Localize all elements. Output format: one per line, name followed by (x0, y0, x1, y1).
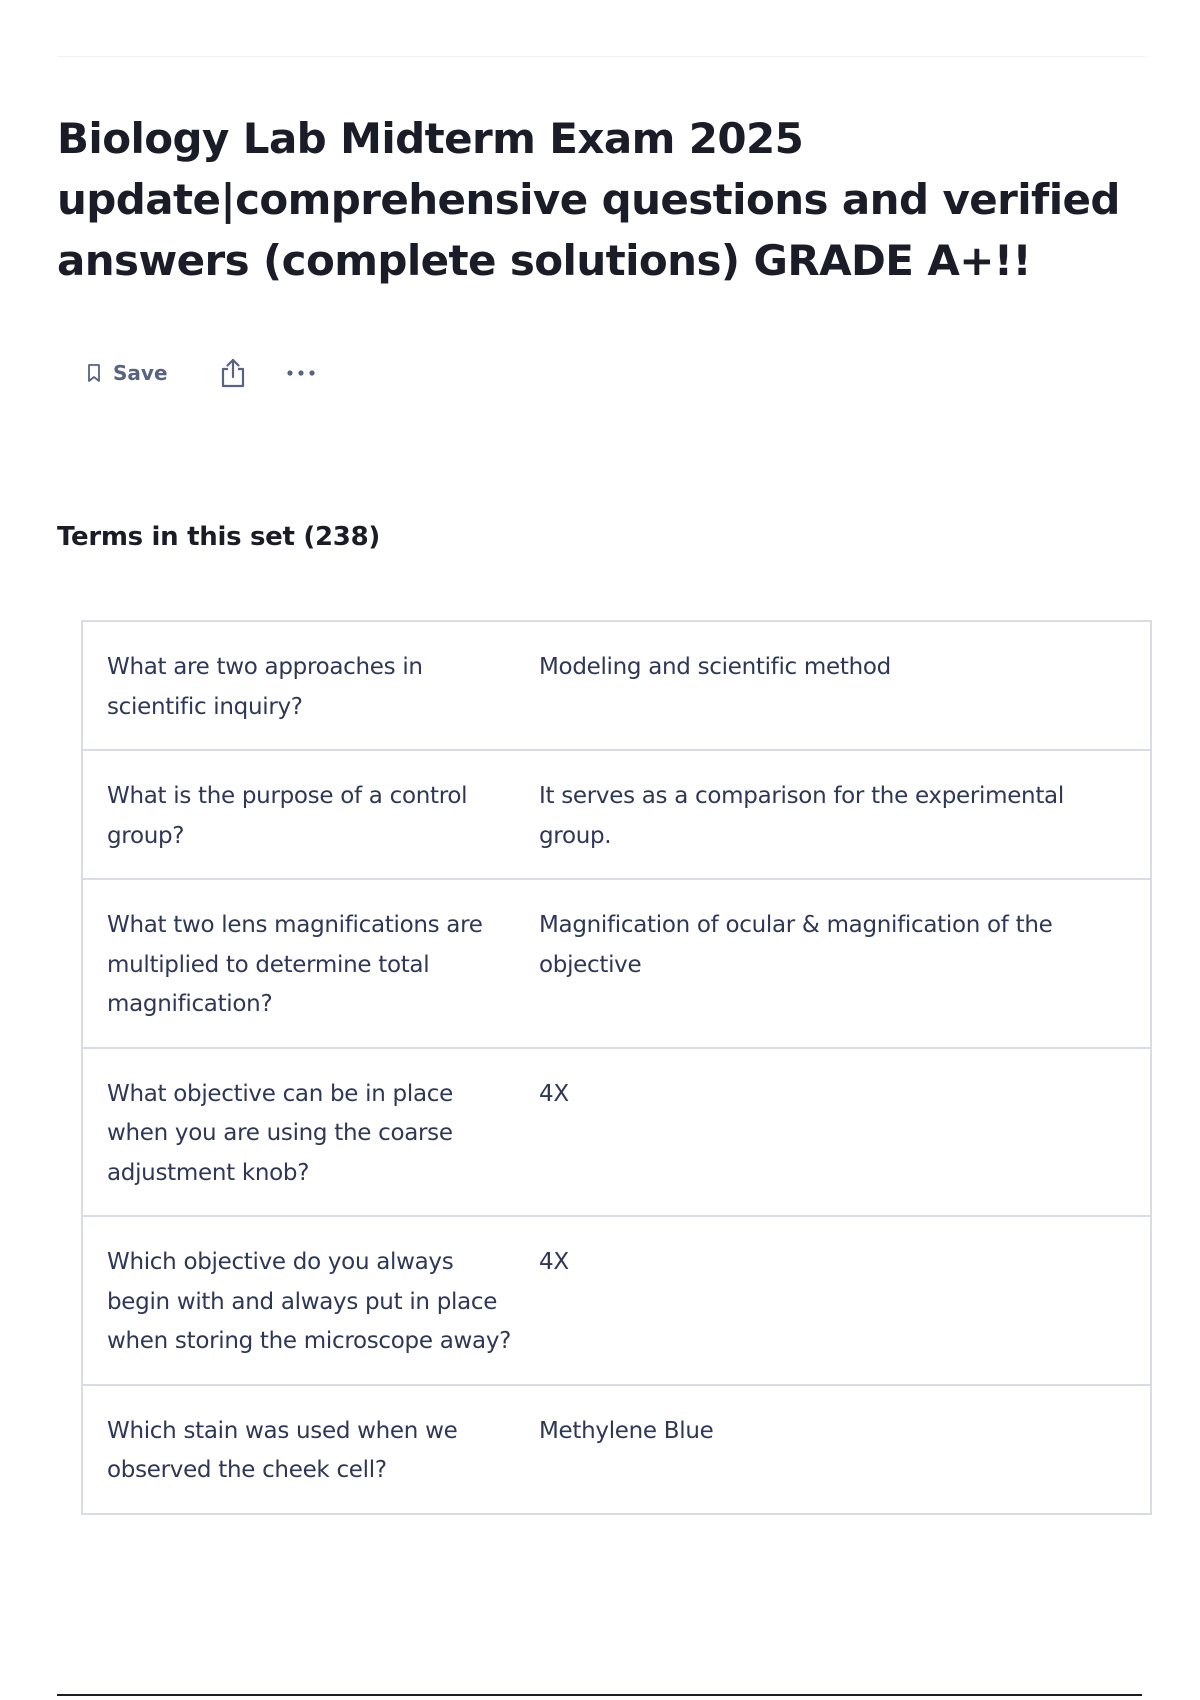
term-question: Which stain was used when we observed the cheek cell? (107, 1417, 458, 1483)
bookmark-icon (87, 363, 101, 383)
term-row (81, 1384, 1152, 1515)
page-title: Biology Lab Midterm Exam 2025 update|comprehensive questions and verified answers (complete solutions) GRADE A+!! (57, 114, 1120, 285)
share-icon (219, 357, 247, 389)
share-button[interactable] (211, 353, 255, 393)
more-horizontal-icon (286, 369, 316, 377)
term-question: What two lens magnifications are multiplied to determine total magnification? (107, 912, 483, 1017)
more-options-button[interactable] (279, 353, 323, 393)
term-answer: 4X (539, 1080, 569, 1107)
term-row (81, 878, 1152, 1049)
bottom-divider (57, 1694, 1142, 1696)
term-row (81, 1215, 1152, 1386)
term-answer: Magnification of ocular & magnification of the objective (539, 912, 1053, 978)
term-answer: 4X (539, 1249, 569, 1275)
term-row (81, 749, 1152, 880)
term-question: What objective can be in place when you are using the coarse adjustment knob? (107, 1080, 453, 1186)
term-answer: It serves as a comparison for the experimental group. (539, 783, 1064, 849)
term-question: What is the purpose of a control group? (107, 783, 468, 849)
save-button[interactable] (78, 353, 178, 393)
terms-list (81, 620, 1152, 1515)
action-bar (78, 353, 323, 393)
term-question: What are two approaches in scientific inquiry? (107, 654, 423, 720)
terms-heading: Terms in this set (238) (57, 522, 380, 552)
term-answer: Methylene Blue (539, 1417, 714, 1444)
save-button-label: Save (113, 361, 168, 385)
term-row (81, 620, 1152, 751)
term-question: Which objective do you always begin with and always put in place when storing the microscope away? (107, 1249, 512, 1354)
term-answer: Modeling and scientific method (539, 654, 891, 680)
top-divider (57, 56, 1145, 57)
term-row (81, 1047, 1152, 1218)
